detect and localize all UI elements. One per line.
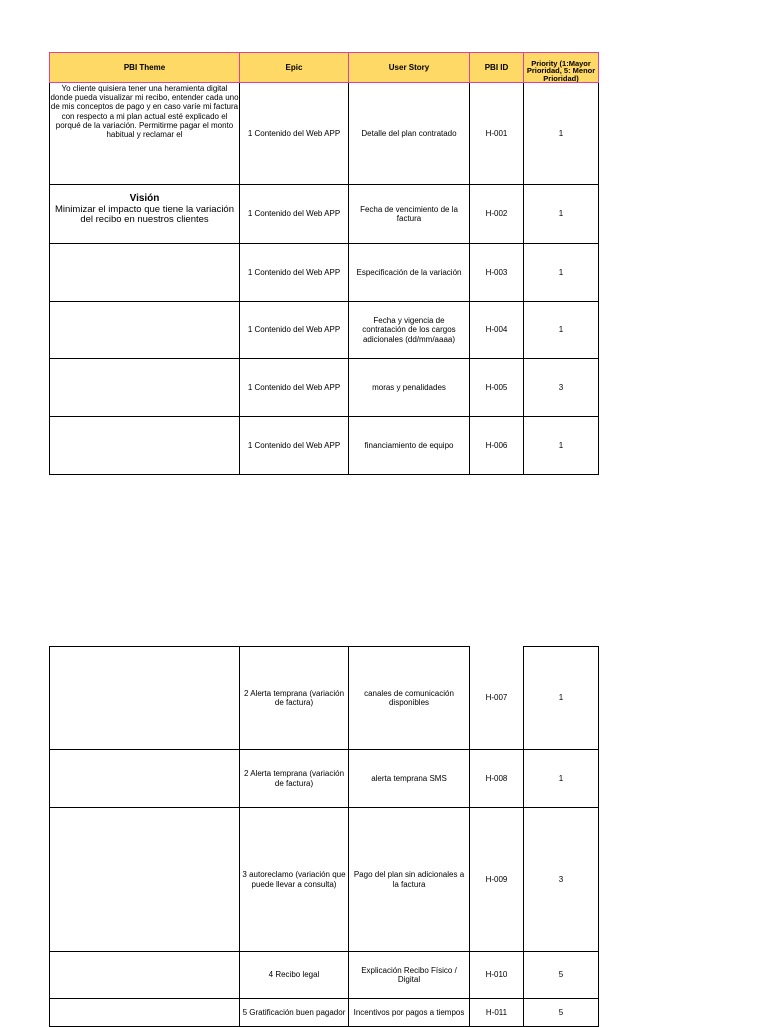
epic-cell: 5 Gratificación buen pagador bbox=[240, 999, 349, 1027]
id-cell: H-007 bbox=[470, 647, 524, 750]
epic-cell: 1 Contenido del Web APP bbox=[240, 417, 349, 475]
table-row bbox=[50, 359, 599, 417]
backlog-table-top bbox=[49, 52, 599, 475]
id-cell: H-009 bbox=[470, 808, 524, 952]
story-cell: Detalle del plan contratado bbox=[349, 83, 470, 185]
header-user-story: User Story bbox=[349, 53, 470, 83]
theme-cell-empty bbox=[50, 417, 240, 475]
epic-cell: 1 Contenido del Web APP bbox=[240, 83, 349, 185]
story-cell: financiamiento de equipo bbox=[349, 417, 470, 475]
epic-cell: 2 Alerta temprana (variación de factura) bbox=[240, 750, 349, 808]
priority-cell: 1 bbox=[524, 83, 599, 185]
priority-cell: 1 bbox=[524, 185, 599, 244]
backlog-table-bottom bbox=[49, 646, 599, 1027]
priority-cell: 1 bbox=[524, 417, 599, 475]
epic-cell: 3 autoreclamo (variación que puede llevar a consulta) bbox=[240, 808, 349, 952]
id-cell: H-002 bbox=[470, 185, 524, 244]
theme-cell-empty bbox=[50, 750, 240, 808]
priority-cell: 1 bbox=[524, 244, 599, 302]
epic-cell: 4 Recibo legal bbox=[240, 952, 349, 999]
id-cell: H-005 bbox=[470, 359, 524, 417]
story-cell: Incentivos por pagos a tiempos bbox=[349, 999, 470, 1027]
story-cell: Pago del plan sin adicionales a la factura bbox=[349, 808, 470, 952]
theme-cell-empty bbox=[50, 302, 240, 359]
table-row bbox=[50, 83, 599, 185]
header-epic: Epic bbox=[240, 53, 349, 83]
vision-title: Visión bbox=[129, 193, 160, 204]
id-cell: H-001 bbox=[470, 83, 524, 185]
table-row bbox=[50, 417, 599, 475]
table-row bbox=[50, 999, 599, 1027]
theme-cell-empty bbox=[50, 808, 240, 952]
vision-cell bbox=[50, 185, 240, 244]
theme-cell-empty bbox=[50, 359, 240, 417]
story-cell: alerta temprana SMS bbox=[349, 750, 470, 808]
id-cell: H-011 bbox=[470, 999, 524, 1027]
story-cell: canales de comunicación disponibles bbox=[349, 647, 470, 750]
table-row bbox=[50, 302, 599, 359]
theme-cell-empty bbox=[50, 999, 240, 1027]
priority-cell: 3 bbox=[524, 808, 599, 952]
epic-cell: 1 Contenido del Web APP bbox=[240, 302, 349, 359]
vision-body: Minimizar el impacto que tiene la variación del recibo en nuestros clientes bbox=[55, 203, 234, 226]
header-priority: Priority (1:Mayor Prioridad, 5: Menor Prioridad) bbox=[524, 53, 599, 83]
table-row bbox=[50, 647, 599, 750]
theme-cell-empty bbox=[50, 647, 240, 750]
priority-cell: 1 bbox=[524, 302, 599, 359]
table-row bbox=[50, 185, 599, 244]
priority-cell: 5 bbox=[524, 999, 599, 1027]
id-cell: H-004 bbox=[470, 302, 524, 359]
story-cell: Explicación Recibo Físico / Digital bbox=[349, 952, 470, 999]
theme-cell-empty bbox=[50, 952, 240, 999]
priority-cell: 3 bbox=[524, 359, 599, 417]
header-pbi-id: PBI ID bbox=[470, 53, 524, 83]
epic-cell: 2 Alerta temprana (variación de factura) bbox=[240, 647, 349, 750]
theme-cell-empty bbox=[50, 244, 240, 302]
priority-cell: 5 bbox=[524, 952, 599, 999]
epic-cell: 1 Contenido del Web APP bbox=[240, 244, 349, 302]
header-pbi-theme: PBI Theme bbox=[50, 53, 240, 83]
story-cell: Fecha y vigencia de contratación de los cargos adicionales (dd/mm/aaaa) bbox=[349, 302, 470, 359]
id-cell: H-006 bbox=[470, 417, 524, 475]
theme-statement-cell bbox=[50, 83, 240, 185]
header-row bbox=[50, 53, 599, 83]
story-cell: moras y penalidades bbox=[349, 359, 470, 417]
story-cell: Especificación de la variación bbox=[349, 244, 470, 302]
epic-cell: 1 Contenido del Web APP bbox=[240, 359, 349, 417]
table-row bbox=[50, 750, 599, 808]
id-cell: H-010 bbox=[470, 952, 524, 999]
priority-cell: 1 bbox=[524, 750, 599, 808]
id-cell: H-003 bbox=[470, 244, 524, 302]
id-cell: H-008 bbox=[470, 750, 524, 808]
priority-cell: 1 bbox=[524, 647, 599, 750]
table-row bbox=[50, 808, 599, 952]
story-cell: Fecha de vencimiento de la factura bbox=[349, 185, 470, 244]
theme-statement: Yo cliente quisiera tener una heramienta digital donde pueda visualizar mi recibo, entender cada uno de mis conceptos de pago y en caso varíe mi factura con respecto a mi plan actual esté explicado el porqué de la variación. Permitirme pagar el monto habitual y reclamar el bbox=[50, 84, 239, 139]
epic-cell: 1 Contenido del Web APP bbox=[240, 185, 349, 244]
table-row bbox=[50, 244, 599, 302]
table-row bbox=[50, 952, 599, 999]
